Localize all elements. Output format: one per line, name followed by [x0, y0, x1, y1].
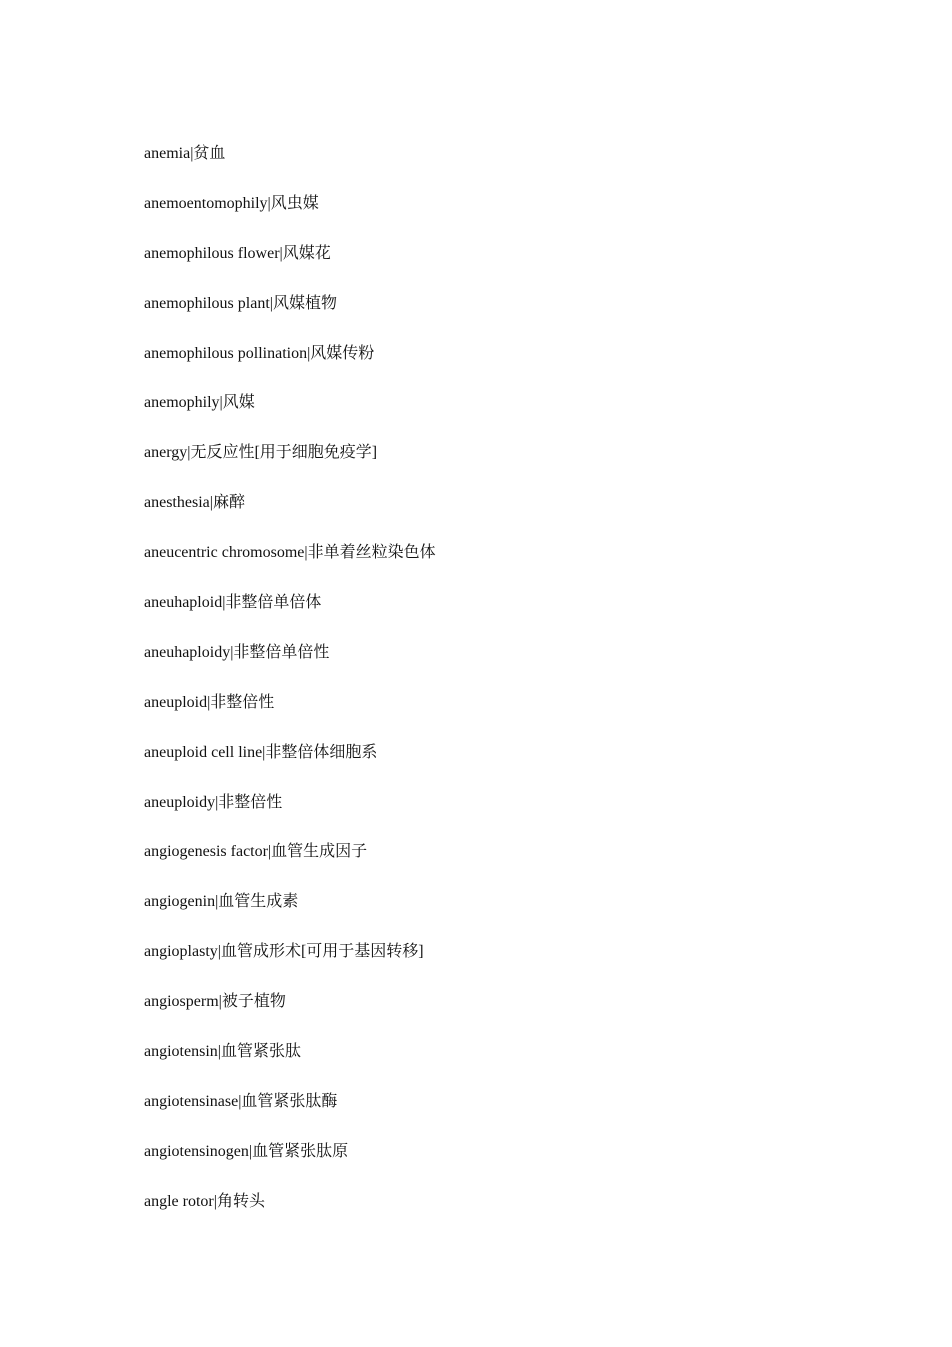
glossary-entry: aneuhaploidy|非整倍单倍性 [144, 643, 330, 661]
glossary-entry: angiogenin|血管生成素 [144, 893, 299, 911]
glossary-entry: angiogenesis factor|血管生成因子 [144, 843, 368, 861]
glossary-entry: anemoentomophily|风虫媒 [144, 194, 319, 212]
glossary-list [144, 141, 436, 1239]
glossary-entry: aneuploid cell line|非整倍体细胞系 [144, 743, 378, 761]
glossary-entry: anemophilous pollination|风媒传粉 [144, 344, 375, 362]
glossary-entry: aneucentric chromosome|非单着丝粒染色体 [144, 544, 436, 562]
glossary-entry: anergy|无反应性[用于细胞免疫学] [144, 444, 378, 462]
glossary-entry: angiotensin|血管紧张肽 [144, 1043, 301, 1061]
glossary-entry: angioplasty|血管成形术[可用于基因转移] [144, 943, 424, 961]
glossary-entry: aneuploidy|非整倍性 [144, 793, 283, 811]
glossary-entry: anemia|贫血 [144, 145, 226, 162]
glossary-entry: aneuhaploid|非整倍单倍体 [144, 594, 322, 612]
glossary-entry: anemophilous flower|风媒花 [144, 244, 331, 262]
glossary-entry: angle rotor|角转头 [144, 1192, 265, 1210]
glossary-entry: anemophily|风媒 [144, 394, 255, 412]
glossary-entry: anemophilous plant|风媒植物 [144, 294, 337, 312]
glossary-entry: angiotensinogen|血管紧张肽原 [144, 1142, 349, 1160]
glossary-entry: anesthesia|麻醉 [144, 494, 245, 512]
glossary-entry: aneuploid|非整倍性 [144, 693, 275, 711]
glossary-entry: angiosperm|被子植物 [144, 993, 286, 1011]
glossary-entry: angiotensinase|血管紧张肽酶 [144, 1092, 338, 1110]
